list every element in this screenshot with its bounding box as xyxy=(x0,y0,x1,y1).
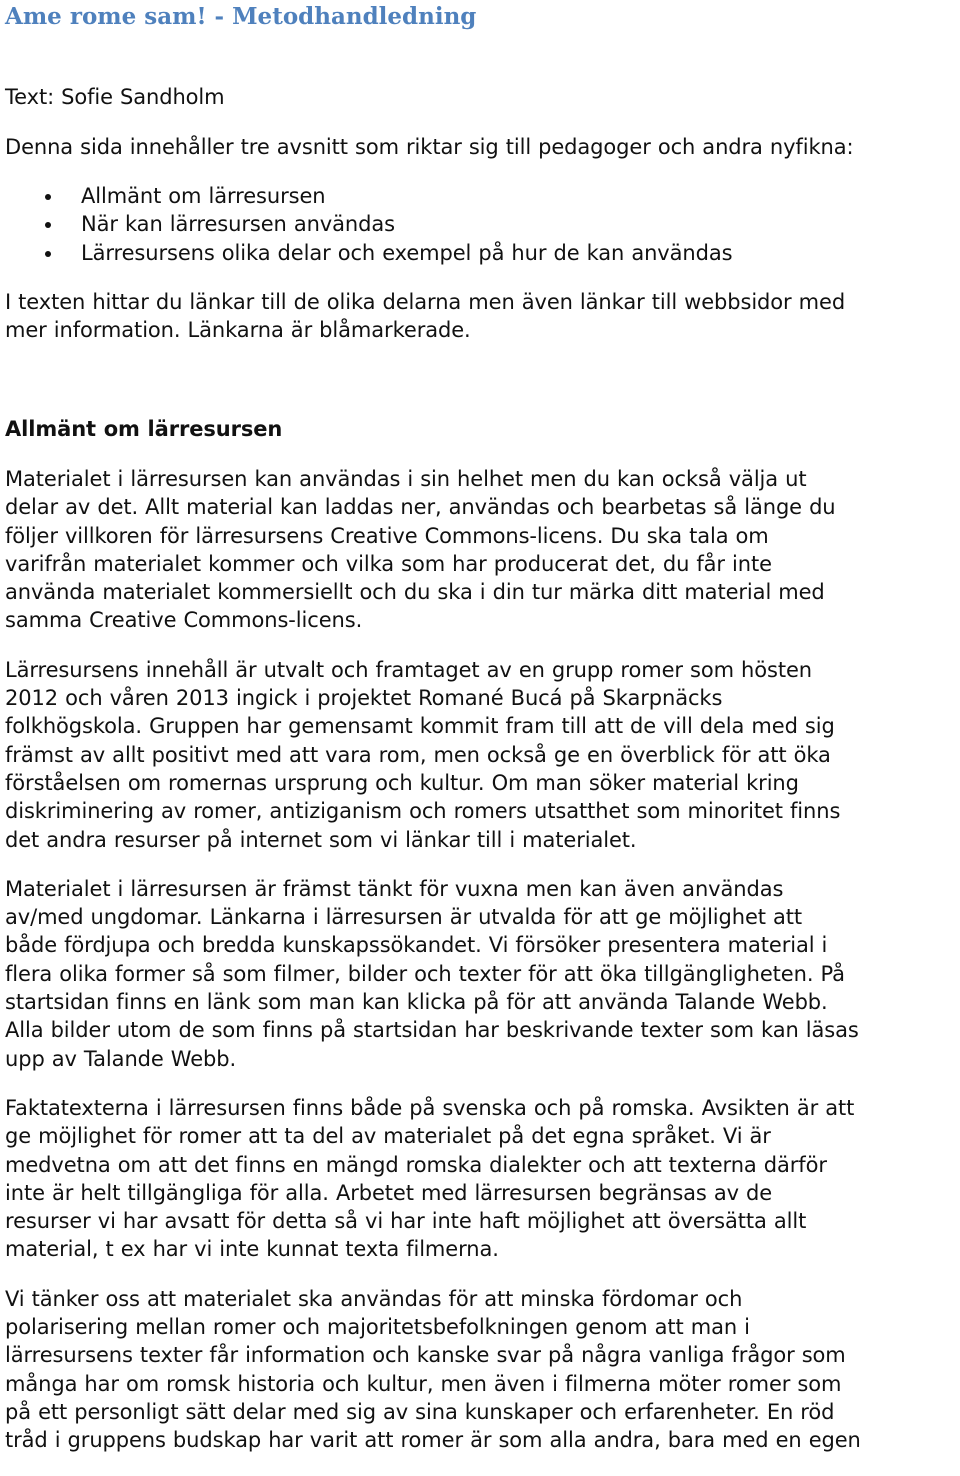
body-paragraph xyxy=(5,465,960,635)
body-paragraph xyxy=(5,656,960,854)
text-line: det andra resurser på internet som vi länkar till i materialet. xyxy=(5,827,637,852)
text-line: många har om romsk historia och kultur, men även i filmerna möter romer som xyxy=(5,1371,842,1396)
text-line: polarisering mellan romer och majoritetsbefolkningen genom att man i xyxy=(5,1315,750,1340)
text-line: Lärresursens innehåll är utvalt och framtaget av en grupp romer som hösten xyxy=(5,657,813,682)
body-paragraph xyxy=(5,1285,960,1455)
text-line: Materialet i lärresursen är främst tänkt för vuxna men kan även användas xyxy=(5,876,784,901)
text-line: tråd i gruppens budskap har varit att romer är som alla andra, bara med en egen xyxy=(5,1428,861,1453)
section-heading: Allmänt om lärresursen xyxy=(5,417,283,441)
author-line: Text: Sofie Sandholm xyxy=(5,85,225,109)
text-line: Materialet i lärresursen kan användas i sin helhet men du kan också välja ut xyxy=(5,467,807,491)
text-line: material, t ex har vi inte kunnat texta filmerna. xyxy=(5,1237,499,1262)
text-line: 2012 och våren 2013 ingick i projektet Romané Bucá på Skarpnäcks xyxy=(5,686,723,711)
text-line: folkhögskola. Gruppen har gemensamt kommit fram till att de vill dela med sig xyxy=(5,714,835,739)
body-paragraph xyxy=(5,1094,960,1264)
text-line: förståelsen om romernas ursprung och kultur. Om man söker material kring xyxy=(5,770,799,795)
links-note xyxy=(5,288,845,345)
document-title: Ame rome sam! - Metodhandledning xyxy=(5,3,477,30)
text-line: använda materialet kommersiellt och du ska i din tur märka ditt material med xyxy=(5,580,825,605)
text-line: på ett personligt sätt delar med sig av sina kunskaper och erfarenheter. En röd xyxy=(5,1399,835,1424)
intro-text: Denna sida innehåller tre avsnitt som riktar sig till pedagoger och andra nyfikna: xyxy=(5,135,854,159)
text-line: upp av Talande Webb. xyxy=(5,1046,237,1071)
text-line: både fördjupa och bredda kunskapssökandet. Vi försöker presentera material i xyxy=(5,933,828,958)
text-line: varifrån materialet kommer och vilka som har producerat det, du får inte xyxy=(5,551,772,576)
text-line: mer information. Länkarna är blåmarkerade. xyxy=(5,318,471,343)
text-line: ge möjlighet för romer att ta del av materialet på det egna språket. Vi är xyxy=(5,1124,771,1149)
body-paragraph xyxy=(5,875,960,1073)
text-line: resurser vi har avsatt för detta så vi har inte haft möjlighet att översätta allt xyxy=(5,1209,807,1234)
text-line: medvetna om att det finns en mängd romska dialekter och att texterna därför xyxy=(5,1152,827,1177)
body-text xyxy=(5,465,960,1476)
text-line: flera olika former så som filmer, bilder och texter för att öka tillgängligheten. På xyxy=(5,961,845,986)
text-line: Faktatexterna i lärresursen finns både på svenska och på romska. Avsikten är att xyxy=(5,1095,855,1120)
text-line: främst av allt positivt med att vara rom, men också ge en överblick för att öka xyxy=(5,742,831,767)
text-line: startsidan finns en länk som man kan klicka på för att använda Talande Webb. xyxy=(5,990,828,1015)
text-line: följer villkoren för lärresursens Creative Commons-licens. Du ska tala om xyxy=(5,523,769,548)
section-list-item: När kan lärresursen användas xyxy=(81,210,732,238)
text-line: lärresursens texter får information och kanske svar på några vanliga frågor som xyxy=(5,1343,846,1368)
text-line: av/med ungdomar. Länkarna i lärresursen är utvalda för att ge möjlighet att xyxy=(5,905,803,930)
text-line: I texten hittar du länkar till de olika delarna men även länkar till webbsidor med xyxy=(5,290,846,314)
text-line: Alla bilder utom de som finns på startsidan har beskrivande texter som kan läsas xyxy=(5,1018,859,1043)
text-line: delar av det. Allt material kan laddas ner, användas och bearbetas så länge du xyxy=(5,495,836,520)
text-line: Vi tänker oss att materialet ska användas för att minska fördomar och xyxy=(5,1286,743,1311)
text-line: diskriminering av romer, antiziganism och romers utsatthet som minoritet finns xyxy=(5,799,841,824)
section-list-item: Lärresursens olika delar och exempel på hur de kan användas xyxy=(81,239,732,267)
text-line: samma Creative Commons-licens. xyxy=(5,608,363,633)
section-list-item: Allmänt om lärresursen xyxy=(81,182,732,210)
text-line: inte är helt tillgängliga för alla. Arbetet med lärresursen begränsas av de xyxy=(5,1180,773,1205)
section-list xyxy=(81,182,732,267)
